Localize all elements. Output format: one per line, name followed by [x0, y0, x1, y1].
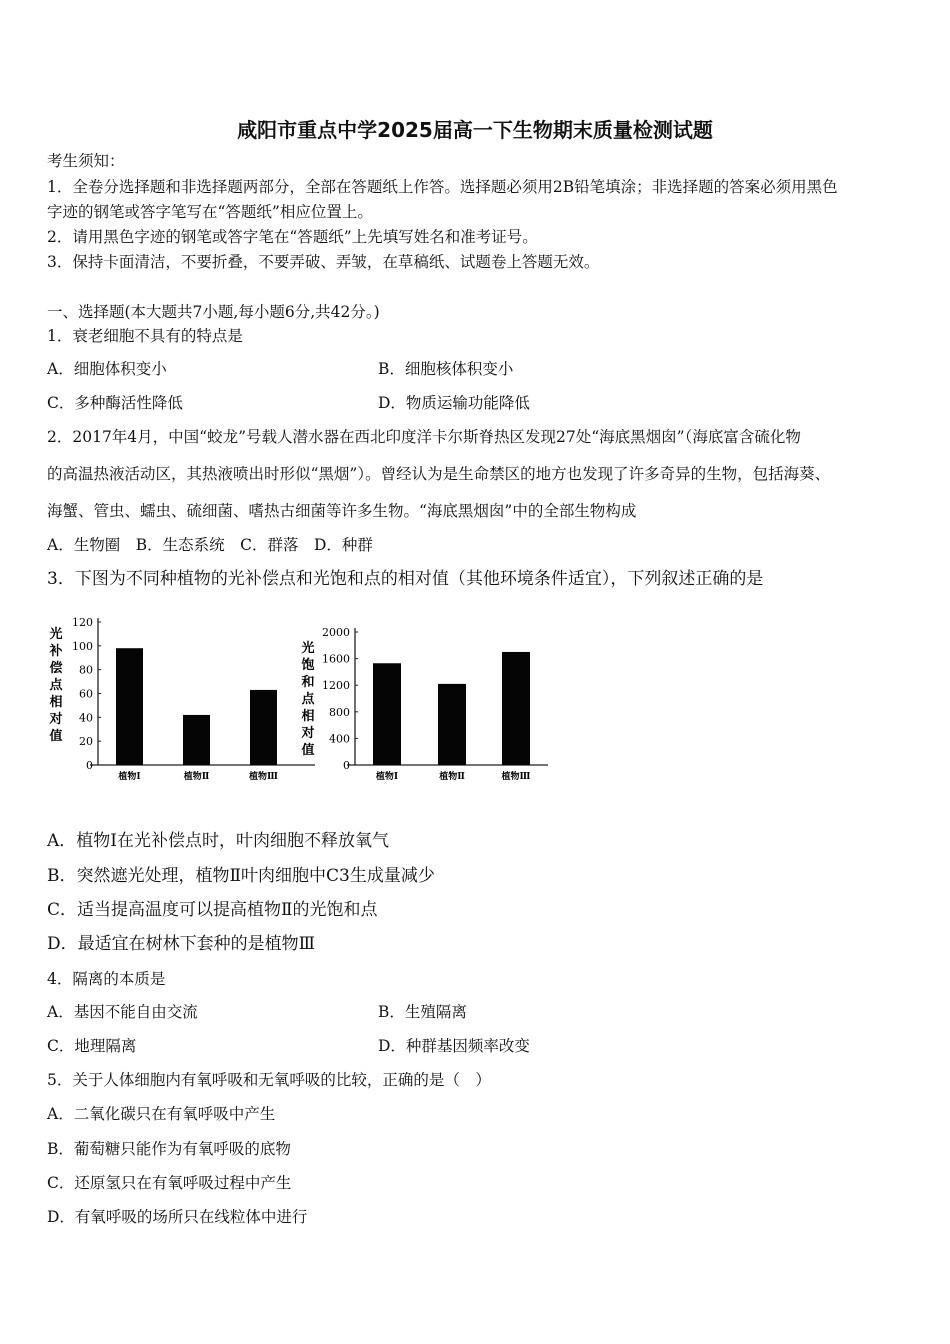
- y-tick-label: 0: [343, 759, 350, 772]
- y-tick-label: 100: [72, 639, 93, 653]
- question-5-stem: 5．关于人体细胞内有氧呼吸和无氧呼吸的比较，正确的是（ ）: [47, 1071, 491, 1089]
- question-2-stem: 海蟹、管虫、蠕虫、硫细菌、嗜热古细菌等许多生物。“海底黑烟囱”中的全部生物构成: [47, 502, 637, 520]
- question-2-stem: 2．2017年4月，中国“蛟龙”号载人潜水器在西北印度洋卡尔斯脊热区发现27处“海底黑烟囱”（海底富含硫化物: [47, 428, 801, 446]
- x-tick-label: 植物Ⅰ: [118, 772, 141, 782]
- bar: [373, 663, 401, 765]
- q4-option-a: A．基因不能自由交流: [47, 1003, 198, 1021]
- bar: [250, 690, 277, 765]
- q1-option-c: C．多种酶活性降低: [47, 394, 183, 412]
- bar: [183, 715, 210, 765]
- q3-option-b: B．突然遮光处理，植物Ⅱ叶肉细胞中C3生成量减少: [47, 866, 435, 886]
- y-axis-label-char: 点: [49, 678, 63, 693]
- q5-option-b: B．葡萄糖只能作为有氧呼吸的底物: [47, 1140, 291, 1158]
- x-tick-label: 植物Ⅲ: [249, 772, 278, 782]
- y-tick-label: 2000: [322, 626, 350, 639]
- y-tick-label: 1600: [322, 652, 350, 666]
- q1-option-a: A．细胞体积变小: [47, 360, 167, 378]
- q5-option-c: C．还原氢只在有氧呼吸过程中产生: [47, 1174, 292, 1192]
- q4-option-b: B．生殖隔离: [378, 1003, 467, 1021]
- q5-option-a: A．二氧化碳只在有氧呼吸中产生: [47, 1105, 276, 1123]
- y-tick-label: 0: [86, 759, 93, 772]
- y-tick-label: 80: [79, 663, 93, 677]
- y-tick-label: 800: [329, 705, 350, 719]
- section-heading: 一、选择题(本大题共7小题,每小题6分,共42分。): [47, 303, 380, 321]
- question-4-stem: 4．隔离的本质是: [47, 970, 166, 988]
- notice-item: 字迹的钢笔或答字笔写在“答题纸”相应位置上。: [47, 203, 373, 221]
- y-axis-label-char: 对: [301, 726, 315, 741]
- q2-options: A．生物圈 B．生态系统 C．群落 D．种群: [47, 536, 373, 554]
- q1-option-d: D．物质运输功能降低: [378, 394, 530, 412]
- x-tick-label: 植物Ⅲ: [501, 772, 531, 782]
- y-axis-label-char: 补: [49, 644, 63, 659]
- q4-option-c: C．地理隔离: [47, 1037, 137, 1055]
- question-2-stem: 的高温热液活动区，其热液喷出时形似“黑烟”）。曾经认为是生命禁区的地方也发现了许多奇异的生物，包括海葵、: [47, 465, 831, 483]
- y-axis-label-char: 和: [301, 675, 315, 690]
- y-axis-label-char: 光: [301, 641, 315, 656]
- y-tick-label: 120: [72, 616, 93, 629]
- bar: [116, 648, 143, 765]
- question-3-stem: 3．下图为不同种植物的光补偿点和光饱和点的相对值（其他环境条件适宜），下列叙述正确的是: [47, 569, 764, 589]
- y-axis-label-char: 光: [49, 627, 63, 642]
- y-axis-label-char: 饱: [301, 658, 315, 673]
- notice-item: 3．保持卡面清洁，不要折叠，不要弄破、弄皱，在草稿纸、试题卷上答题无效。: [47, 253, 600, 271]
- q4-option-d: D．种群基因频率改变: [378, 1037, 530, 1055]
- bar: [502, 652, 530, 765]
- y-axis-label-char: 对: [49, 712, 63, 727]
- y-tick-label: 400: [329, 732, 350, 746]
- bar: [438, 684, 466, 765]
- notice-item: 2．请用黑色字迹的钢笔或答字笔在“答题纸”上先填写姓名和准考证号。: [47, 228, 538, 246]
- y-tick-label: 1200: [322, 679, 350, 693]
- y-tick-label: 20: [79, 735, 93, 749]
- question-1-stem: 1．衰老细胞不具有的特点是: [47, 327, 243, 345]
- y-tick-label: 60: [79, 687, 93, 701]
- y-axis-label-char: 相: [49, 695, 63, 710]
- bar-charts: [40, 610, 600, 800]
- q3-option-d: D．最适宜在树林下套种的是植物Ⅲ: [47, 934, 316, 954]
- x-tick-label: 植物Ⅱ: [183, 772, 210, 782]
- q1-option-b: B．细胞核体积变小: [378, 360, 514, 378]
- page-title: 咸阳市重点中学2025届高一下生物期末质量检测试题: [237, 118, 713, 142]
- y-axis-label-char: 相: [301, 709, 315, 724]
- x-tick-label: 植物Ⅰ: [375, 772, 399, 782]
- y-axis-label-char: 偿: [49, 661, 63, 676]
- x-tick-label: 植物Ⅱ: [439, 772, 465, 782]
- y-axis-label-char: 值: [301, 743, 315, 758]
- y-axis-label-char: 值: [49, 729, 63, 744]
- notice-item: 1．全卷分选择题和非选择题两部分，全部在答题纸上作答。选择题必须用2B铅笔填涂；非选择题的答案必须用黑色: [47, 178, 838, 196]
- y-axis-label-char: 点: [301, 692, 315, 707]
- q3-option-c: C．适当提高温度可以提高植物Ⅱ的光饱和点: [47, 900, 378, 920]
- q3-option-a: A．植物Ⅰ在光补偿点时，叶肉细胞不释放氧气: [47, 831, 389, 851]
- notice-heading: 考生须知：: [47, 152, 125, 170]
- y-tick-label: 40: [79, 711, 93, 725]
- q5-option-d: D．有氧呼吸的场所只在线粒体中进行: [47, 1208, 308, 1226]
